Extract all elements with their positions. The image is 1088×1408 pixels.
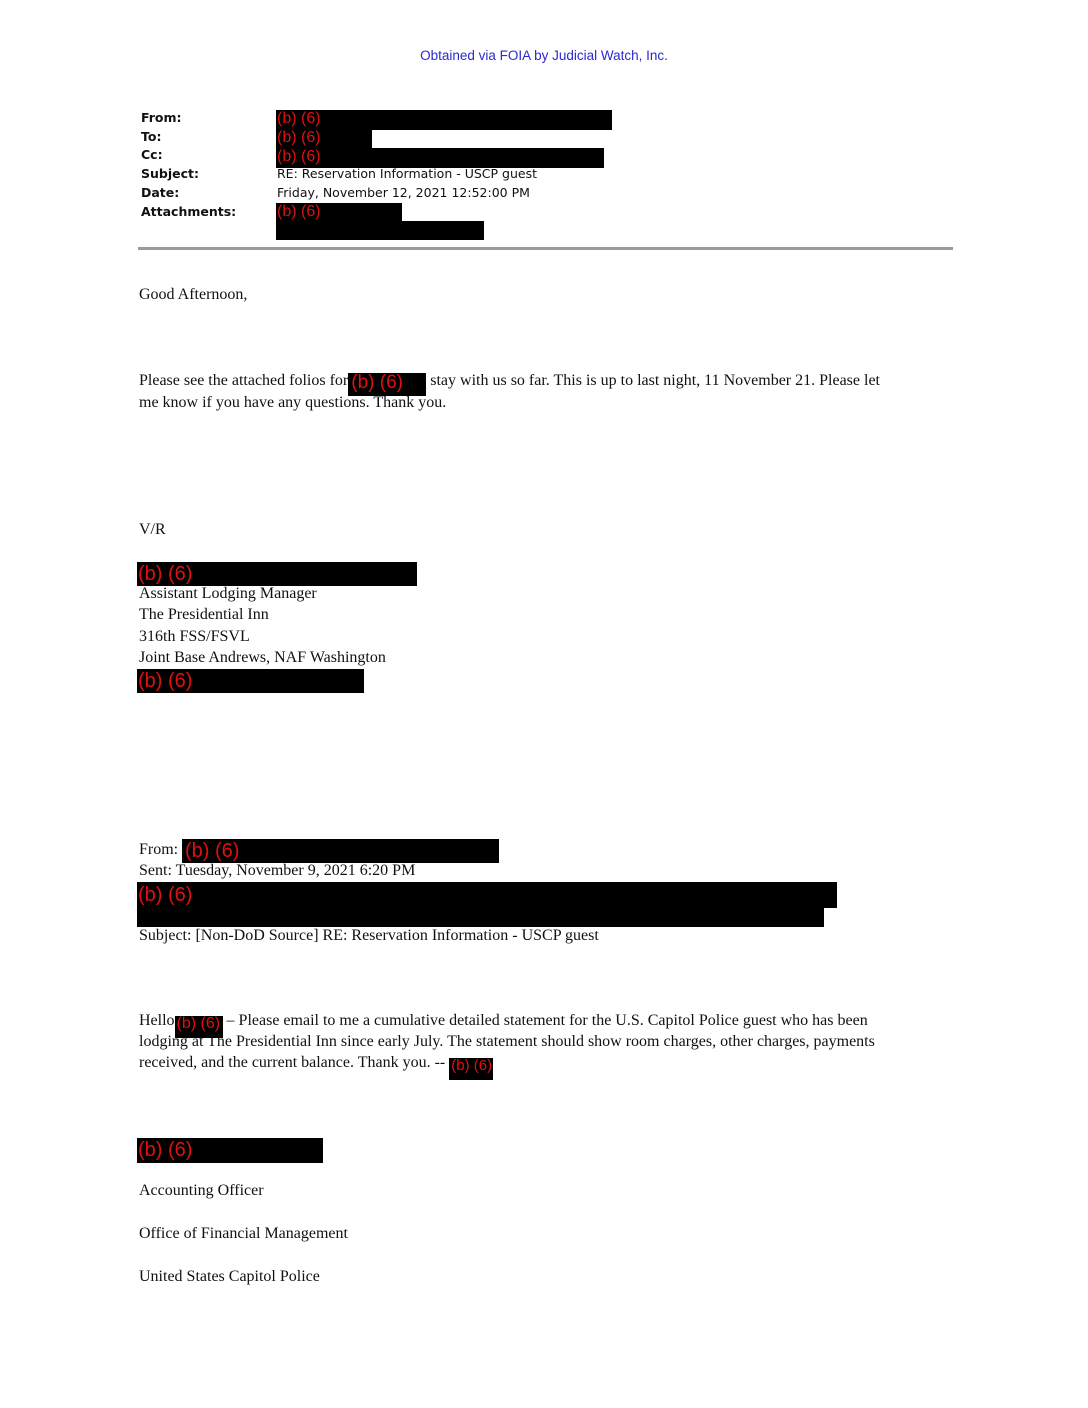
original-body-line-3 <box>139 1054 493 1080</box>
name-redaction: (b) (6) <box>348 373 426 396</box>
body-line-1 <box>139 372 880 396</box>
redaction-code: (b) (6) <box>138 1139 193 1161</box>
redaction-code: (b) (6) <box>277 129 321 146</box>
attachments-redaction-2 <box>276 221 484 240</box>
to-redaction <box>276 129 372 149</box>
redaction-code: (b) (6) <box>138 670 193 692</box>
original-subject: Subject: [Non-DoD Source] RE: Reservation Information - USCP guest <box>139 927 599 944</box>
redaction-code: (b) (6) <box>185 840 240 862</box>
redaction-code: (b) (6) <box>277 203 321 220</box>
body-line-1-post: stay with us so far. This is up to last night, 11 November 21. Please let <box>430 372 880 389</box>
signature-location: Joint Base Andrews, NAF Washington <box>139 649 386 666</box>
signature-title: Assistant Lodging Manager <box>139 585 317 602</box>
sender-office: Office of Financial Management <box>139 1225 348 1242</box>
date-value: Friday, November 12, 2021 12:52:00 PM <box>277 185 530 200</box>
signature-org: The Presidential Inn <box>139 606 269 623</box>
sender-name-redaction <box>137 1138 323 1163</box>
date-label: Date: <box>141 185 180 200</box>
original-from-label: From: <box>139 841 179 858</box>
body-line-1-pre: Please see the attached folios for <box>139 372 349 389</box>
cc-label: Cc: <box>141 147 163 162</box>
closing: V/R <box>139 521 166 538</box>
attachments-redaction <box>276 203 402 221</box>
redaction-code: (b) (6) <box>138 563 193 585</box>
subject-value: RE: Reservation Information - USCP guest <box>277 166 537 181</box>
original-body-line-2: lodging at The Presidential Inn since early July. The statement should show room charges, other charges, payments <box>139 1033 875 1050</box>
from-label: From: <box>141 110 182 125</box>
attachments-label: Attachments: <box>141 204 237 219</box>
hello-text: Hello <box>139 1012 175 1029</box>
sender-org: United States Capitol Police <box>139 1268 320 1285</box>
body3-text: received, and the current balance. Thank you. -- <box>139 1054 446 1071</box>
cc-redaction <box>276 148 604 168</box>
greeting: Good Afternoon, <box>139 286 248 303</box>
redaction-code: (b) (6) <box>277 110 321 127</box>
recipient-name-redaction: (b) (6) <box>175 1016 223 1038</box>
original-to-redaction <box>137 882 837 908</box>
original-cc-redaction <box>137 906 824 927</box>
original-sent: Sent: Tuesday, November 9, 2021 6:20 PM <box>139 862 416 879</box>
redaction-code: (b) (6) <box>277 148 321 165</box>
redaction-code: (b) (6) <box>138 884 193 906</box>
to-label: To: <box>141 129 162 144</box>
sender-initials-redaction: (b) (6) <box>449 1058 493 1080</box>
sender-title: Accounting Officer <box>139 1182 264 1199</box>
signature-unit: 316th FSS/FSVL <box>139 628 250 645</box>
original-from-redaction <box>182 839 499 863</box>
subject-label: Subject: <box>141 166 199 181</box>
from-redaction <box>276 110 612 130</box>
signature-name-redaction <box>137 562 417 586</box>
foia-watermark: Obtained via FOIA by Judicial Watch, Inc. <box>420 48 668 63</box>
body1-text: – Please email to me a cumulative detailed statement for the U.S. Capitol Police guest who has been <box>226 1012 868 1029</box>
signature-contact-redaction <box>137 669 364 693</box>
header-divider <box>138 247 953 250</box>
body-line-2: me know if you have any questions. Thank you. <box>139 394 447 411</box>
